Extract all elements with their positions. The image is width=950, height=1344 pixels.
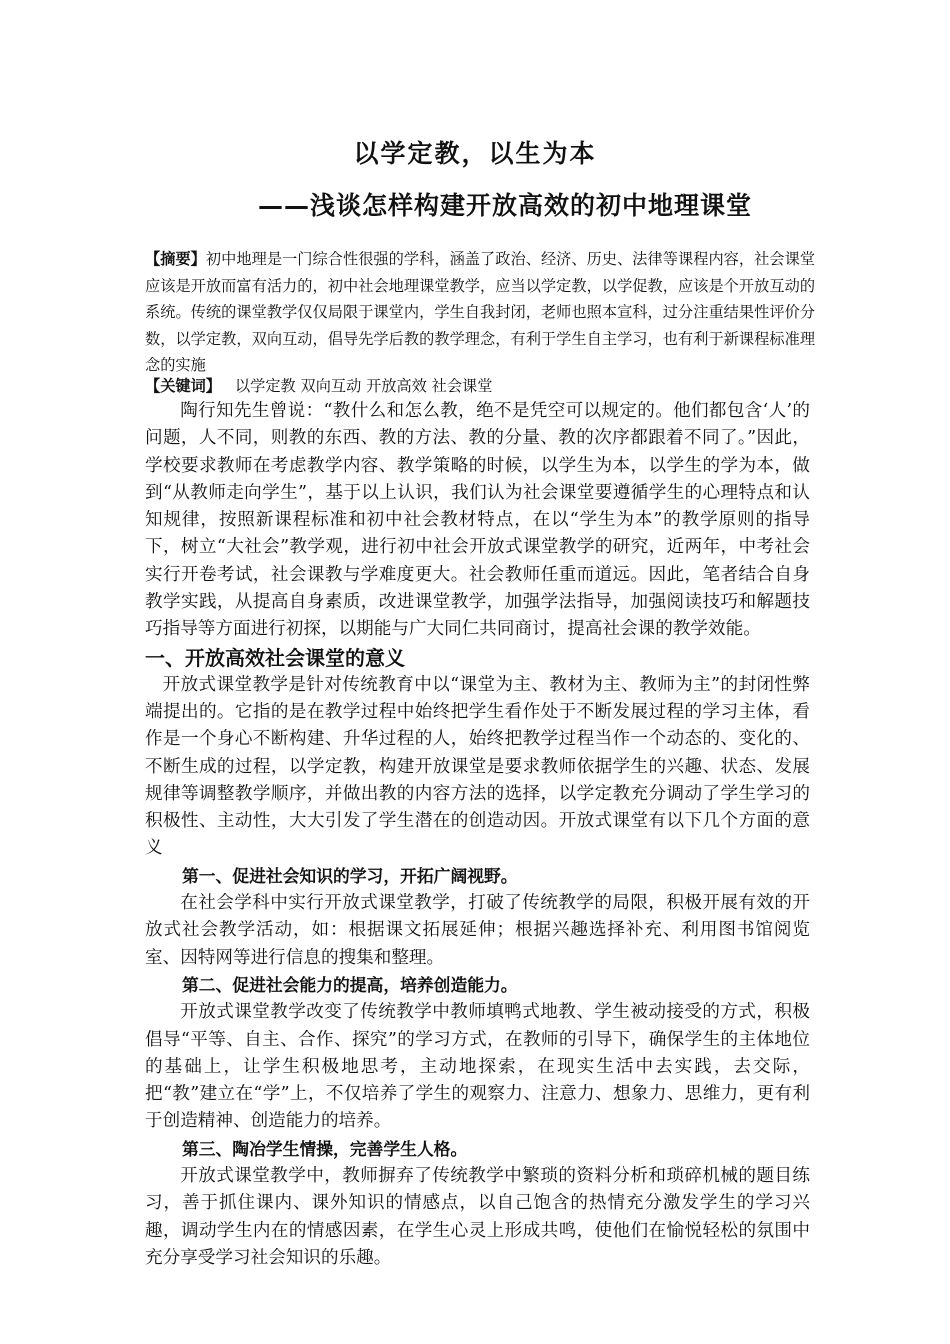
keywords-text: 以学定教 双向互动 开放高效 社会课堂	[234, 377, 493, 395]
document-title: 以学定教，以生为本	[353, 139, 597, 168]
abstract-block	[145, 246, 815, 379]
section-paragraph: 开放式课堂教学是针对传统教育中以“课堂为主、教材为主、教师为主”的封闭性弊端提出的。它指的是在教学过程中始终把学生看作处于不断发展过程的学习主体，看作是一个身心不断构建、升华过程的人，始终把教学过程当作一个动态的、变化的、不断生成的过程，以学定教，构建开放课堂是要求教师依据学生的兴趣、状态、发展规律等调整教学顺序，并做出教的内容方法的选择，以学定教充分调动了学生学习的积极性、主动性，大大引发了学生潜在的创造动因。开放式课堂有以下几个方面的意义	[145, 674, 810, 859]
keywords-label: 【关键词】	[145, 377, 221, 395]
point-paragraph-1: 在社会学科中实行开放式课堂教学，打破了传统教学的局限，积极开展有效的开放式社会教学活动，如：根据课文拓展延伸；根据兴趣选择补充、利用图书馆阅览室、因特网等进行信息的搜集和整理。	[145, 893, 810, 968]
point-paragraph-2: 开放式课堂教学改变了传统教学中教师填鸭式地教、学生被动接受的方式，积极倡导“平等、自主、合作、探究”的学习方式，在教师的引导下，确保学生的主体地位的基础上，让学生积极地思考，主动地探索，在现实生活中去实践，去交际，把“教”建立在“学”上，不仅培养了学生的观察力、注意力、想象力、思维力，更有利于创造精神、创造能力的培养。	[145, 1002, 810, 1132]
document-body	[145, 398, 810, 1272]
point-heading-3: 第三、陶冶学生情操，完善学生人格。	[181, 1138, 468, 1159]
point-heading-1: 第一、促进社会知识的学习，开拓广阔视野。	[181, 865, 518, 886]
keywords-line	[145, 374, 492, 398]
point-heading-2: 第二、促进社会能力的提高，培养创造能力。	[181, 974, 518, 995]
point-paragraph-3: 开放式课堂教学中，教师摒弃了传统教学中繁琐的资料分析和琐碎机械的题目练习，善于抓住课内、课外知识的情感点，以自己饱含的热情充分激发学生的学习兴趣，调动学生内在的情感因素，在学生心灵上形成共鸣，使他们在愉悦轻松的氛围中充分享受学习社会知识的乐趣。	[145, 1166, 810, 1268]
abstract-text: 初中地理是一门综合性很强的学科，涵盖了政治、经济、历史、法律等课程内容，社会课堂应该是开放而富有活力的，初中社会地理课堂教学，应当以学定教，以学促教，应该是个开放互动的系统。传统的课堂教学仅仅局限于课堂内，学生自我封闭，老师也照本宣科，过分注重结果性评价分数，以学定教，双向互动，倡导先学后教的教学理念，有利于学生自主学习，也有利于新课程标准理念的实施	[145, 250, 816, 374]
section-heading: 一、开放高效社会课堂的意义	[145, 645, 405, 670]
document-subtitle: ——浅谈怎样构建开放高效的初中地理课堂	[258, 191, 753, 220]
intro-paragraph: 陶行知先生曾说：“教什么和怎么教，绝不是凭空可以规定的。他们都包含‘人’的问题，人不同，则教的东西、教的方法、教的分量、教的次序都跟着不同了。”因此，学校要求教师在考虑教学内容、教学策略的时候，以学生为本，以学生的学为本，做到“从教师走向学生”，基于以上认识，我们认为社会课堂要遵循学生的心理特点和认知规律，按照新课程标准和初中社会教材特点，在以“学生为本”的教学原则的指导下，树立“大社会”教学观，进行初中社会开放式课堂教学的研究，近两年，中考社会实行开卷考试，社会课教与学难度更大。社会教师任重而道远。因此，笔者结合自身教学实践，从提高自身素质，改进课堂教学，加强学法指导，加强阅读技巧和解题技巧指导等方面进行初探，以期能与广大同仁共同商讨，提高社会课的教学效能。	[145, 401, 810, 640]
abstract-label: 【摘要】	[145, 250, 206, 268]
